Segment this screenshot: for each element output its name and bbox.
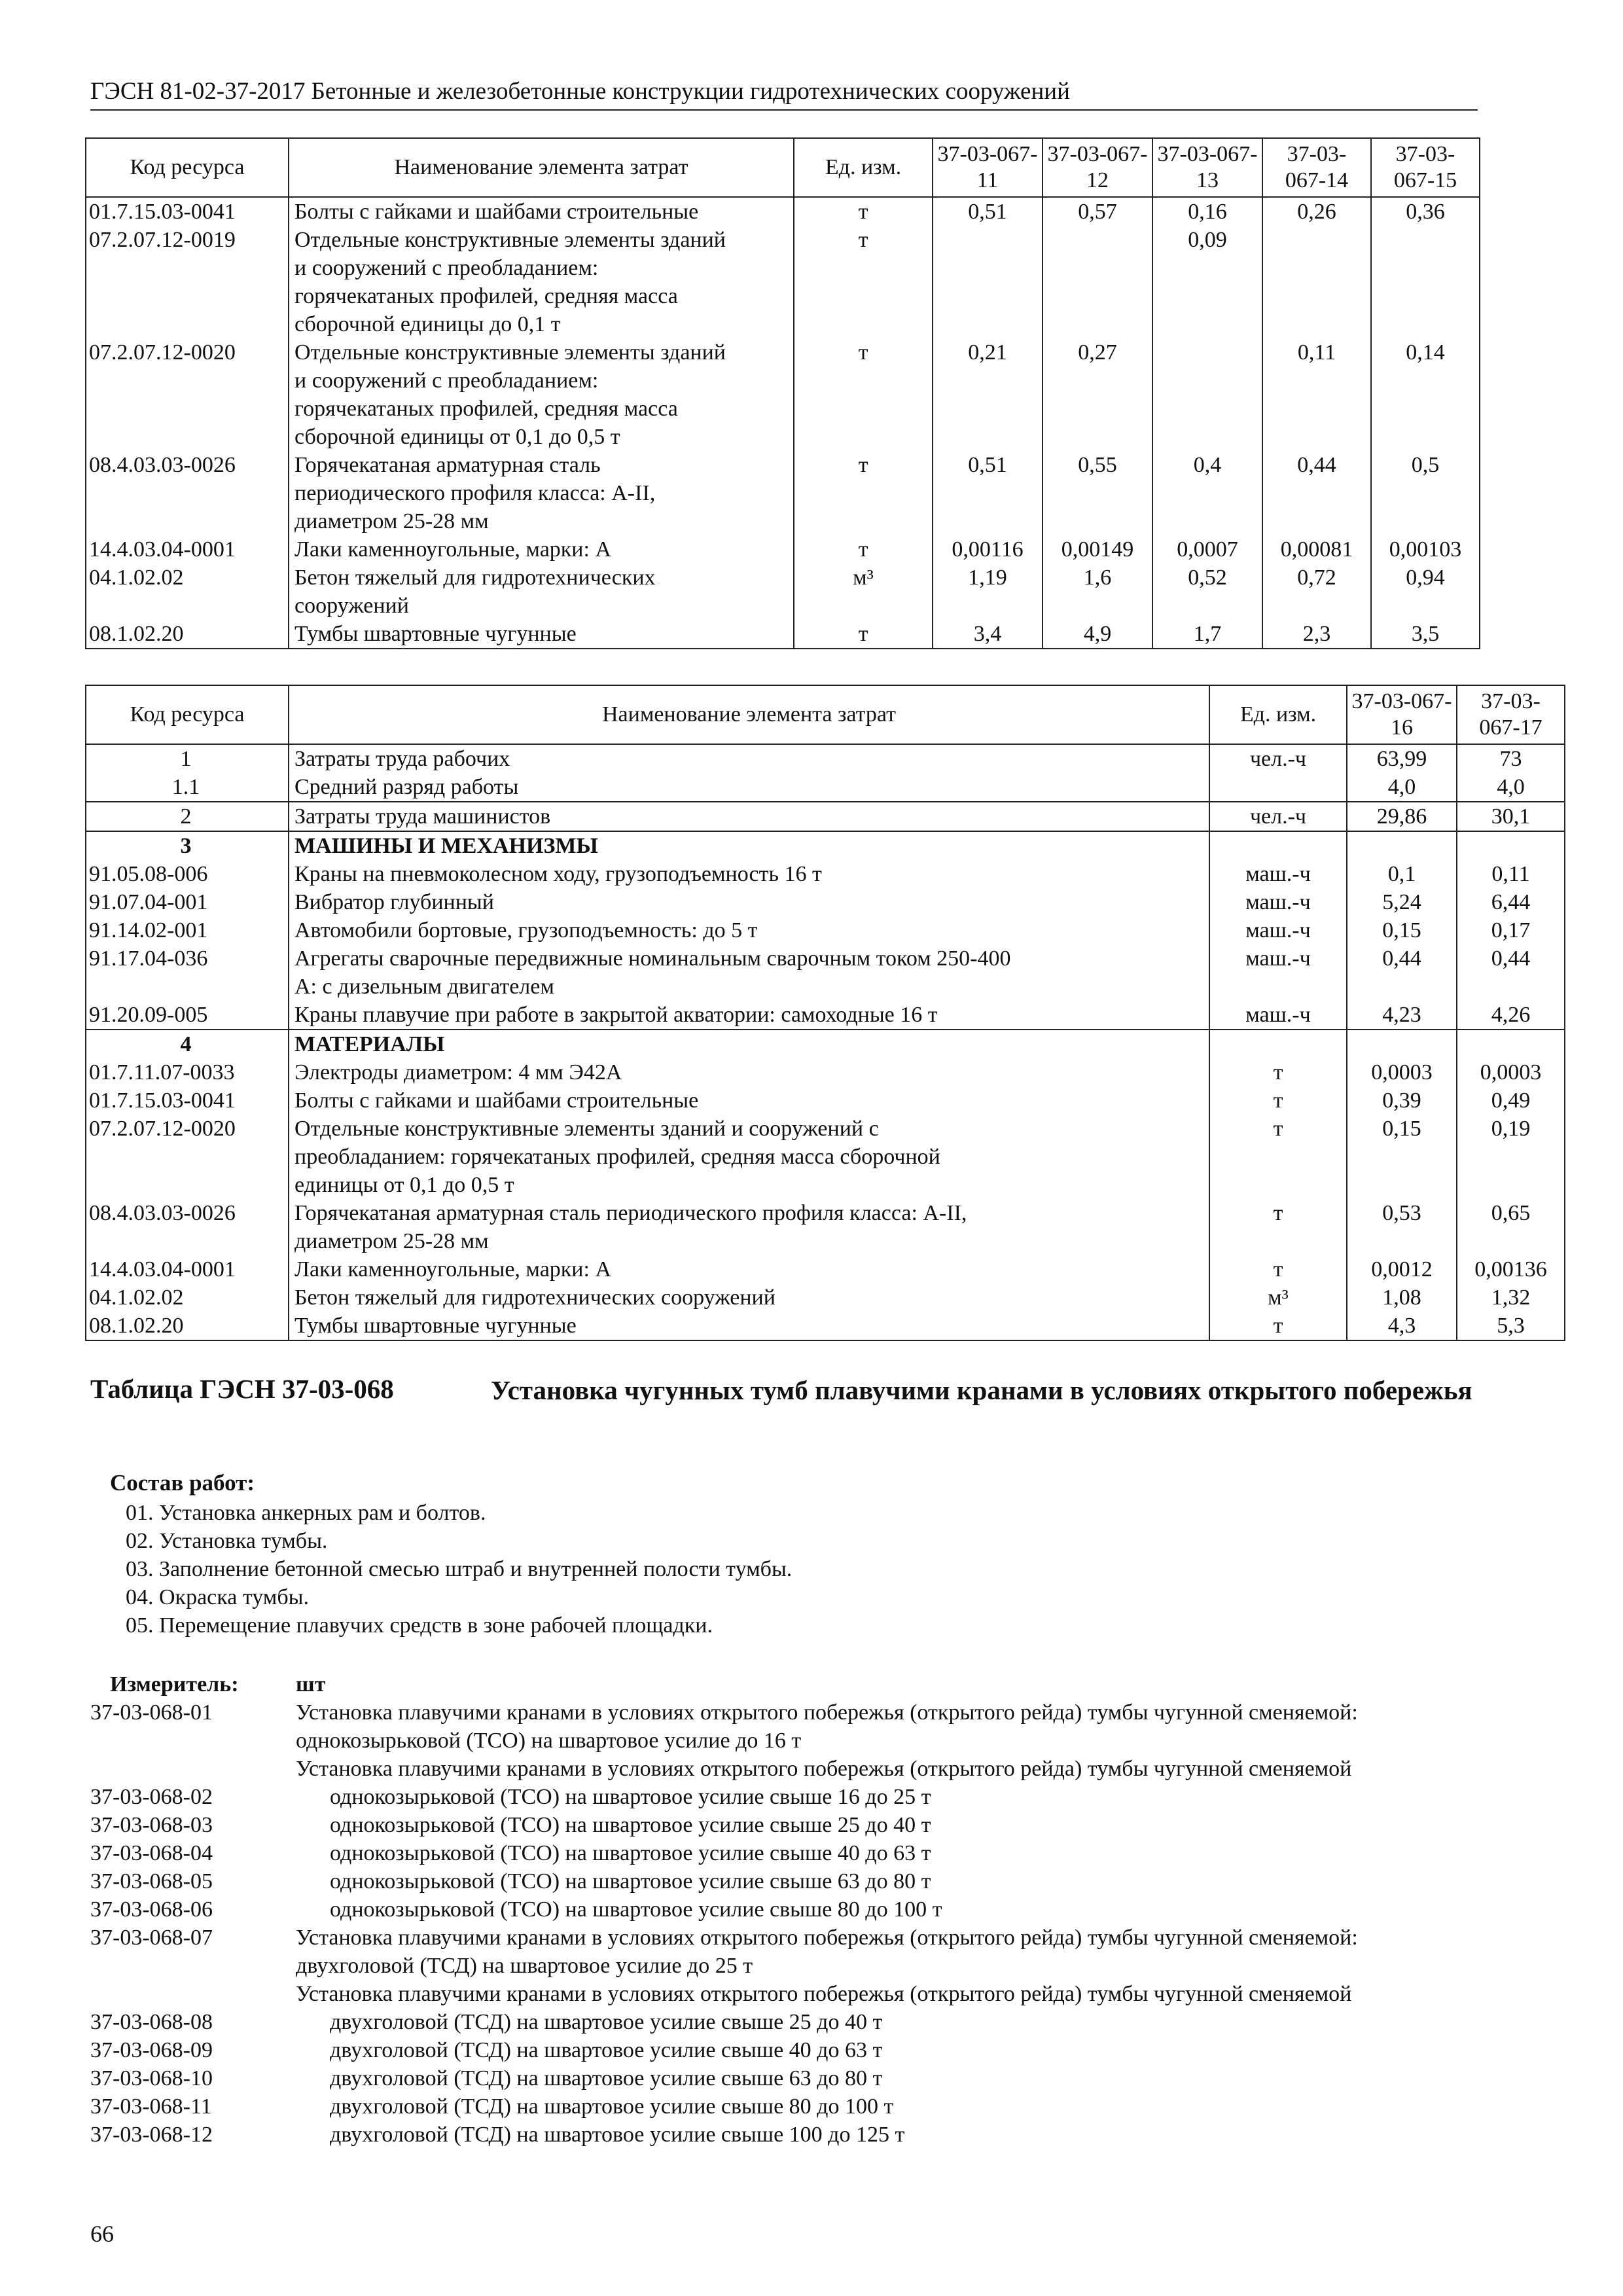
norm-value: 0,4: [1152, 451, 1262, 535]
unit: т: [794, 197, 933, 226]
measure-unit: шт: [296, 1672, 326, 1696]
resource-code: 1.1: [86, 773, 289, 802]
norm-value: 0,00103: [1371, 535, 1480, 564]
table-body: [86, 744, 1565, 1340]
table-row: [86, 1086, 1565, 1115]
resource-name-line: горячекатаных профилей, средняя масса: [294, 284, 678, 308]
norm-value: 0,52: [1152, 564, 1262, 620]
resource-code: 3: [86, 831, 289, 860]
table-row: [86, 197, 1480, 226]
norm-value: 0,51: [933, 451, 1043, 535]
resource-name-line: Болты с гайками и шайбами строительные: [294, 1088, 699, 1113]
resource-name: [289, 535, 794, 564]
col-header-name: Наименование элемента затрат: [289, 138, 794, 197]
resource-name-line: преобладанием: горячекатаных профилей, средняя масса сборочной: [294, 1145, 940, 1169]
resource-code: 1: [86, 744, 289, 773]
norm-value: 0,26: [1262, 197, 1371, 226]
norm-value: 0,44: [1347, 944, 1457, 1001]
table-row: [86, 1001, 1565, 1030]
norm-value: 0,65: [1457, 1199, 1565, 1255]
work-item: 03. Заполнение бетонной смесью штраб и внутренней полости тумбы.: [126, 1557, 793, 1581]
norm-value: 0,57: [1043, 197, 1152, 226]
unit: т: [794, 620, 933, 649]
table-row: [86, 744, 1565, 773]
norm-value: 3,4: [933, 620, 1043, 649]
unit: т: [794, 451, 933, 535]
table-row: [86, 338, 1480, 451]
resource-name-line: Тумбы швартовные чугунные: [294, 1314, 577, 1338]
col-header-unit: Ед. изм.: [794, 138, 933, 197]
resource-name-line: Горячекатаная арматурная сталь периодического профиля класса: А-II,: [294, 1201, 967, 1225]
table-row: [86, 620, 1480, 649]
norm-value: 0,15: [1347, 1115, 1457, 1199]
resource-code: 91.07.04-001: [86, 888, 289, 916]
norm-description: двухголовой (ТСД) на швартовое усилие свыше 100 до 125 т: [330, 2123, 905, 2147]
unit: м³: [1209, 1283, 1347, 1312]
norm-value: 0,55: [1043, 451, 1152, 535]
norm-value: 0,53: [1347, 1199, 1457, 1255]
norm-value: 30,1: [1457, 802, 1565, 831]
norm-value: 6,44: [1457, 888, 1565, 916]
unit: [1209, 1030, 1347, 1058]
col-header-code: Код ресурса: [86, 138, 289, 197]
norm-value: [1371, 226, 1480, 338]
resource-code: 91.05.08-006: [86, 860, 289, 888]
section-table-label: Таблица ГЭСН 37-03-068: [90, 1374, 394, 1404]
resource-name-line: МАТЕРИАЛЫ: [294, 1032, 445, 1056]
works-heading: Состав работ:: [110, 1470, 255, 1496]
running-header: ГЭСН 81-02-37-2017 Бетонные и железобетонные конструкции гидротехнических сооружений: [90, 77, 1478, 111]
norm-item: [90, 1755, 1478, 1783]
resource-name-line: Бетон тяжелый для гидротехнических сооружений: [294, 1285, 776, 1310]
resource-code: 07.2.07.12-0020: [86, 338, 289, 451]
norm-description: двухголовой (ТСД) на швартовое усилие свыше 63 до 80 т: [330, 2066, 883, 2090]
table-header: [86, 138, 1480, 197]
norm-value: 0,09: [1152, 226, 1262, 338]
norm-item: [90, 2121, 1478, 2149]
norm-value: 29,86: [1347, 802, 1457, 831]
norm-value: 0,51: [933, 197, 1043, 226]
resource-table-067-11-15: [85, 137, 1480, 649]
norm-value: 0,1: [1347, 860, 1457, 888]
norm-value: 1,32: [1457, 1283, 1565, 1312]
work-item: 02. Установка тумбы.: [126, 1529, 328, 1553]
norm-value: 4,9: [1043, 620, 1152, 649]
norm-value: 4,0: [1457, 773, 1565, 802]
norm-value: 0,15: [1347, 916, 1457, 944]
resource-name: [289, 944, 1209, 1001]
norm-item: [90, 2036, 1478, 2064]
resource-name-line: Автомобили бортовые, грузоподъемность: до 5 т: [294, 918, 758, 942]
norm-value: 0,39: [1347, 1086, 1457, 1115]
col-header-norm: 37-03-067-17: [1457, 685, 1565, 744]
norm-description: однокозырьковой (ТСО) на швартовое усилие свыше 80 до 100 т: [330, 1897, 942, 1922]
norm-value: [1347, 1030, 1457, 1058]
resource-name: [289, 1283, 1209, 1312]
norm-value: 0,14: [1371, 338, 1480, 451]
resource-name-line: Затраты труда машинистов: [294, 804, 551, 829]
col-header-norm: 37-03-067-14: [1262, 138, 1371, 197]
norm-value: 63,99: [1347, 744, 1457, 773]
norm-item: [90, 1698, 1478, 1755]
resource-name: [289, 888, 1209, 916]
resource-name-line: Бетон тяжелый для гидротехнических: [294, 565, 656, 590]
norm-value: 0,11: [1457, 860, 1565, 888]
norm-value: [1043, 226, 1152, 338]
unit: т: [1209, 1199, 1347, 1255]
norm-value: 4,3: [1347, 1312, 1457, 1340]
resource-code: 14.4.03.04-0001: [86, 1255, 289, 1283]
norm-code: 37-03-068-05: [90, 1869, 213, 1893]
norm-value: 0,94: [1371, 564, 1480, 620]
resource-code: 08.4.03.03-0026: [86, 451, 289, 535]
resource-code: 01.7.15.03-0041: [86, 1086, 289, 1115]
resource-name: [289, 338, 794, 451]
unit: м³: [794, 564, 933, 620]
norm-description: Установка плавучими кранами в условиях открытого побережья (открытого рейда) тумбы чугунной сменяемой: [296, 1982, 1352, 2006]
table-row: [86, 1312, 1565, 1340]
norm-value: 0,5: [1371, 451, 1480, 535]
unit: т: [794, 535, 933, 564]
resource-table-067-16-17: [85, 685, 1565, 1341]
norm-value: 0,0012: [1347, 1255, 1457, 1283]
unit: т: [1209, 1115, 1347, 1199]
resource-name: [289, 1199, 1209, 1255]
table-row: [86, 888, 1565, 916]
resource-name-line: А: с дизельным двигателем: [294, 975, 554, 999]
resource-name: [289, 226, 794, 338]
norm-value: 0,19: [1457, 1115, 1565, 1199]
norm-value: 0,72: [1262, 564, 1371, 620]
resource-code: 08.4.03.03-0026: [86, 1199, 289, 1255]
norm-value: 1,08: [1347, 1283, 1457, 1312]
norm-code: 37-03-068-12: [90, 2123, 213, 2147]
norm-value: 0,49: [1457, 1086, 1565, 1115]
unit: [1209, 831, 1347, 860]
resource-name-line: Краны на пневмоколесном ходу, грузоподъемность 16 т: [294, 862, 822, 886]
section-table-title: Установка чугунных тумб плавучими кранами в условиях открытого побережья: [491, 1375, 1472, 1405]
col-header-code: Код ресурса: [86, 685, 289, 744]
resource-code: 01.7.15.03-0041: [86, 197, 289, 226]
norm-item: [90, 2064, 1478, 2092]
unit: маш.-ч: [1209, 1001, 1347, 1030]
col-header-norm: 37-03-067-11: [933, 138, 1043, 197]
norm-description: двухголовой (ТСД) на швартовое усилие свыше 25 до 40 т: [330, 2010, 883, 2034]
norm-code: 37-03-068-06: [90, 1897, 213, 1922]
resource-name-line: Лаки каменноугольные, марки: А: [294, 537, 612, 562]
unit: маш.-ч: [1209, 916, 1347, 944]
norm-value: 0,00136: [1457, 1255, 1565, 1283]
resource-code: 04.1.02.02: [86, 564, 289, 620]
col-header-norm: 37-03-067-13: [1152, 138, 1262, 197]
work-item: 01. Установка анкерных рам и болтов.: [126, 1501, 486, 1525]
unit: чел.-ч: [1209, 744, 1347, 773]
unit: маш.-ч: [1209, 888, 1347, 916]
table-row: [86, 944, 1565, 1001]
table-row: [86, 1115, 1565, 1199]
resource-name: [289, 1115, 1209, 1199]
unit: т: [1209, 1255, 1347, 1283]
table-row: [86, 451, 1480, 535]
table-header: [86, 685, 1565, 744]
table-row: [86, 916, 1565, 944]
table-row: [86, 535, 1480, 564]
resource-name: [289, 831, 1209, 860]
norm-code: 37-03-068-07: [90, 1926, 213, 1950]
norm-value: 1,19: [933, 564, 1043, 620]
table-row: [86, 860, 1565, 888]
norm-description: Установка плавучими кранами в условиях открытого побережья (открытого рейда) тумбы чугунной сменяемой: [296, 1757, 1352, 1781]
col-header-norm: 37-03-067-15: [1371, 138, 1480, 197]
norm-description: однокозырьковой (ТСО) на швартовое усилие свыше 63 до 80 т: [330, 1869, 931, 1893]
norm-value: 0,11: [1262, 338, 1371, 451]
norm-value: 0,0003: [1347, 1058, 1457, 1086]
norm-value: 3,5: [1371, 620, 1480, 649]
resource-name-line: Средний разряд работы: [294, 775, 519, 799]
resource-name-line: диаметром 25-28 мм: [294, 1229, 489, 1253]
norm-code: 37-03-068-09: [90, 2038, 213, 2062]
table-row: [86, 1283, 1565, 1312]
resource-name: [289, 916, 1209, 944]
resource-code: 14.4.03.04-0001: [86, 535, 289, 564]
resource-name-line: Краны плавучие при работе в закрытой акватории: самоходные 16 т: [294, 1003, 938, 1027]
resource-code: 91.14.02-001: [86, 916, 289, 944]
resource-code: 01.7.11.07-0033: [86, 1058, 289, 1086]
resource-name: [289, 1001, 1209, 1030]
norm-item: [90, 1783, 1478, 1811]
norm-value: 0,44: [1262, 451, 1371, 535]
norm-value: 0,00116: [933, 535, 1043, 564]
norm-description: Установка плавучими кранами в условиях открытого побережья (открытого рейда) тумбы чугунной сменяемой: двухголовой (ТСД) на швартовое усилие до 25 т: [296, 1926, 1358, 1978]
work-item: 04. Окраска тумбы.: [126, 1585, 309, 1609]
norm-value: 0,16: [1152, 197, 1262, 226]
resource-name-line: МАШИНЫ И МЕХАНИЗМЫ: [294, 834, 598, 858]
resource-name: [289, 744, 1209, 773]
norm-code: 37-03-068-10: [90, 2066, 213, 2090]
unit: т: [1209, 1312, 1347, 1340]
norm-item: [90, 1924, 1478, 1980]
norm-value: 1,7: [1152, 620, 1262, 649]
table-row: [86, 831, 1565, 860]
col-header-unit: Ед. изм.: [1209, 685, 1347, 744]
norm-value: 0,00149: [1043, 535, 1152, 564]
page-number: 66: [90, 2221, 114, 2247]
unit: маш.-ч: [1209, 860, 1347, 888]
resource-name-line: Вибратор глубинный: [294, 890, 494, 914]
resource-name-line: Болты с гайками и шайбами строительные: [294, 200, 699, 224]
norm-value: [1457, 831, 1565, 860]
resource-name: [289, 860, 1209, 888]
table-row: [86, 564, 1480, 620]
col-header-norm: 37-03-067-16: [1347, 685, 1457, 744]
norm-item: [90, 1839, 1478, 1867]
norm-description: однокозырьковой (ТСО) на швартовое усилие свыше 40 до 63 т: [330, 1841, 931, 1865]
norm-item: [90, 1980, 1478, 2008]
resource-name-line: горячекатаных профилей, средняя масса: [294, 397, 678, 421]
resource-name-line: диаметром 25-28 мм: [294, 509, 489, 533]
works-list: [126, 1499, 792, 1640]
resource-name-line: и сооружений с преобладанием:: [294, 368, 599, 393]
measure-row: [90, 1670, 1478, 1698]
table-row: [86, 226, 1480, 338]
norm-value: 0,44: [1457, 944, 1565, 1001]
resource-name-line: Отдельные конструктивные элементы зданий: [294, 228, 726, 252]
resource-name-line: периодического профиля класса: А-II,: [294, 481, 656, 505]
norm-item: [90, 1867, 1478, 1895]
col-header-norm: 37-03-067-12: [1043, 138, 1152, 197]
norm-item: [90, 1811, 1478, 1839]
norm-item: [90, 2092, 1478, 2121]
resource-name: [289, 620, 794, 649]
resource-name: [289, 1030, 1209, 1058]
resource-name-line: сооружений: [294, 594, 409, 618]
norm-value: 5,24: [1347, 888, 1457, 916]
unit: чел.-ч: [1209, 802, 1347, 831]
norm-value: 1,6: [1043, 564, 1152, 620]
resource-name-line: Горячекатаная арматурная сталь: [294, 453, 601, 477]
table-row: [86, 1255, 1565, 1283]
resource-name-line: Агрегаты сварочные передвижные номинальным сварочным током 250-400: [294, 946, 1011, 971]
norm-code: 37-03-068-04: [90, 1841, 213, 1865]
resource-code: 08.1.02.20: [86, 620, 289, 649]
norm-value: 0,00081: [1262, 535, 1371, 564]
resource-code: 07.2.07.12-0019: [86, 226, 289, 338]
norm-item: [90, 1895, 1478, 1924]
norm-value: 0,27: [1043, 338, 1152, 451]
norm-value: [1347, 831, 1457, 860]
resource-name-line: единицы от 0,1 до 0,5 т: [294, 1173, 514, 1197]
resource-code: 08.1.02.20: [86, 1312, 289, 1340]
measure-block: [90, 1670, 1478, 2149]
table-body: [86, 197, 1480, 649]
unit: т: [794, 226, 933, 338]
norm-description: двухголовой (ТСД) на швартовое усилие свыше 80 до 100 т: [330, 2094, 894, 2119]
table-row: [86, 773, 1565, 802]
resource-name: [289, 1086, 1209, 1115]
norm-value: [933, 226, 1043, 338]
norm-value: [1457, 1030, 1565, 1058]
resource-name-line: Тумбы швартовные чугунные: [294, 622, 577, 646]
resource-code: 07.2.07.12-0020: [86, 1115, 289, 1199]
unit: т: [1209, 1058, 1347, 1086]
norm-code: 37-03-068-02: [90, 1785, 213, 1809]
unit: т: [794, 338, 933, 451]
resource-name-line: Лаки каменноугольные, марки: А: [294, 1257, 612, 1282]
norm-description: однокозырьковой (ТСО) на швартовое усилие свыше 16 до 25 т: [330, 1785, 931, 1809]
resource-code: 91.20.09-005: [86, 1001, 289, 1030]
resource-name-line: и сооружений с преобладанием:: [294, 256, 599, 280]
norm-item: [90, 2008, 1478, 2036]
col-header-name: Наименование элемента затрат: [289, 685, 1209, 744]
norm-value: 0,0007: [1152, 535, 1262, 564]
unit: т: [1209, 1086, 1347, 1115]
unit: маш.-ч: [1209, 944, 1347, 1001]
norm-value: 5,3: [1457, 1312, 1565, 1340]
resource-name: [289, 1255, 1209, 1283]
resource-name: [289, 1312, 1209, 1340]
unit: [1209, 773, 1347, 802]
resource-code: 91.17.04-036: [86, 944, 289, 1001]
resource-name-line: сборочной единицы от 0,1 до 0,5 т: [294, 425, 620, 449]
norm-value: 4,23: [1347, 1001, 1457, 1030]
norm-value: [1152, 338, 1262, 451]
resource-code: 04.1.02.02: [86, 1283, 289, 1312]
resource-name: [289, 773, 1209, 802]
norm-code: 37-03-068-01: [90, 1700, 213, 1725]
norm-value: 4,0: [1347, 773, 1457, 802]
resource-code: 4: [86, 1030, 289, 1058]
norm-code: 37-03-068-03: [90, 1813, 213, 1837]
resource-name: [289, 1058, 1209, 1086]
table-row: [86, 1199, 1565, 1255]
resource-name-line: Электроды диаметром: 4 мм Э42А: [294, 1060, 622, 1085]
resource-name-line: сборочной единицы до 0,1 т: [294, 312, 561, 336]
table-row: [86, 1030, 1565, 1058]
resource-name-line: Затраты труда рабочих: [294, 747, 510, 771]
norm-code: 37-03-068-11: [90, 2094, 212, 2119]
norm-description: двухголовой (ТСД) на швартовое усилие свыше 40 до 63 т: [330, 2038, 883, 2062]
resource-code: 2: [86, 802, 289, 831]
table-row: [86, 802, 1565, 831]
norm-value: 0,17: [1457, 916, 1565, 944]
resource-name-line: Отдельные конструктивные элементы зданий и сооружений с: [294, 1117, 879, 1141]
measure-label: Измеритель:: [110, 1672, 239, 1696]
norm-value: 0,0003: [1457, 1058, 1565, 1086]
norm-description: однокозырьковой (ТСО) на швартовое усилие свыше 25 до 40 т: [330, 1813, 931, 1837]
resource-name-line: Отдельные конструктивные элементы зданий: [294, 340, 726, 365]
norm-code: 37-03-068-08: [90, 2010, 213, 2034]
work-item: 05. Перемещение плавучих средств в зоне рабочей площадки.: [126, 1613, 713, 1638]
norm-value: 0,21: [933, 338, 1043, 451]
norm-value: 73: [1457, 744, 1565, 773]
norm-value: 2,3: [1262, 620, 1371, 649]
norm-description: Установка плавучими кранами в условиях открытого побережья (открытого рейда) тумбы чугунной сменяемой: однокозырьковой (ТСО) на швартовое усилие до 16 т: [296, 1700, 1358, 1753]
resource-name: [289, 197, 794, 226]
norm-value: [1262, 226, 1371, 338]
resource-name: [289, 802, 1209, 831]
norm-value: 0,36: [1371, 197, 1480, 226]
norm-value: 4,26: [1457, 1001, 1565, 1030]
resource-name: [289, 451, 794, 535]
table-row: [86, 1058, 1565, 1086]
resource-name: [289, 564, 794, 620]
